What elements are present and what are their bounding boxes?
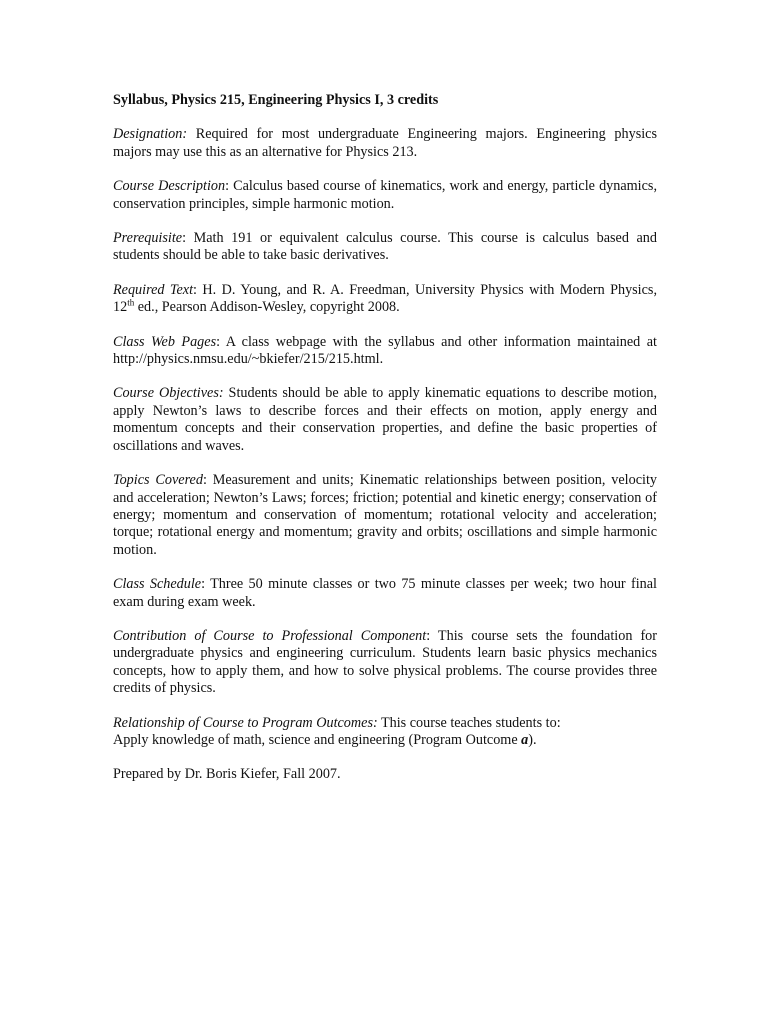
class-web-pages-label: Class Web Pages xyxy=(113,333,217,350)
program-outcome-letter: a xyxy=(521,731,529,748)
designation-section xyxy=(113,126,657,161)
course-objectives-label: Course Objectives: xyxy=(113,385,224,402)
designation-text: Required for most undergraduate Engineering majors. Engineering physics majors may use this as an alternative for Physics 213. xyxy=(113,126,657,160)
course-description-section xyxy=(113,178,657,213)
prerequisite-label: Prerequisite xyxy=(113,230,183,247)
edition-superscript: th xyxy=(127,297,135,308)
relationship-line2: Apply knowledge of math, science and engineering (Program Outcome xyxy=(113,731,522,748)
class-schedule-text: : Three 50 minute classes or two 75 minute classes per week; two hour final exam during exam week. xyxy=(113,576,657,610)
class-web-pages-text: : A class webpage with the syllabus and other information maintained at http://physics.nmsu.edu/~bkiefer/215/215.html. xyxy=(113,333,657,368)
contribution-section xyxy=(113,628,657,698)
required-text-label: Required Text xyxy=(113,281,194,298)
course-objectives-text: Students should be able to apply kinematic equations to describe motion, apply Newton’s laws to describe forces and their effects on motion, apply energy and momentum concepts and their conservation properties, and define the basic properties of oscillations and waves. xyxy=(113,385,657,454)
syllabus-document xyxy=(113,92,657,801)
topics-covered-text: : Measurement and units; Kinematic relationships between position, velocity and acceleration; Newton’s Laws; forces; friction; potential and kinetic energy; conservation of energy; momentum and conservation of momentum; rotational velocity and acceleration; torque; rotational energy and momentum; gravity and orbits; oscillations and simple harmonic motion. xyxy=(113,472,657,558)
prepared-by-line: Prepared by Dr. Boris Kiefer, Fall 2007. xyxy=(113,766,341,783)
relationship-text: This course teaches students to: xyxy=(377,714,561,731)
class-schedule-label: Class Schedule xyxy=(113,576,202,593)
relationship-line2-end: ). xyxy=(528,731,537,748)
relationship-section xyxy=(113,715,657,750)
class-web-pages-section xyxy=(113,334,657,369)
course-description-label: Course Description xyxy=(113,178,226,195)
topics-covered-section xyxy=(113,472,657,559)
prerequisite-section xyxy=(113,230,657,265)
page-title: Syllabus, Physics 215, Engineering Physics I, 3 credits xyxy=(113,92,439,108)
designation-label: Designation: xyxy=(113,126,188,143)
course-description-text: : Calculus based course of kinematics, work and energy, particle dynamics, conservation principles, simple harmonic motion. xyxy=(113,178,657,212)
topics-covered-label: Topics Covered xyxy=(113,472,203,489)
contribution-label: Contribution of Course to Professional Component xyxy=(113,627,427,644)
class-schedule-section xyxy=(113,576,657,611)
course-objectives-section xyxy=(113,385,657,455)
required-text-text-after: ed., Pearson Addison-Wesley, copyright 2008. xyxy=(134,299,400,316)
prerequisite-text: : Math 191 or equivalent calculus course. This course is calculus based and students should be able to take basic derivatives. xyxy=(113,230,657,264)
relationship-label: Relationship of Course to Program Outcomes: xyxy=(113,714,378,731)
contribution-text: : This course sets the foundation for undergraduate physics and engineering curriculum. Students learn basic physics mechanics concepts, how to apply them, and how to solve physical problems. The course provides three credits of physics. xyxy=(113,627,658,697)
required-text-section xyxy=(113,282,657,317)
required-text-text: : H. D. Young, and R. A. Freedman, University Physics with Modern Physics, 12 xyxy=(113,281,657,316)
